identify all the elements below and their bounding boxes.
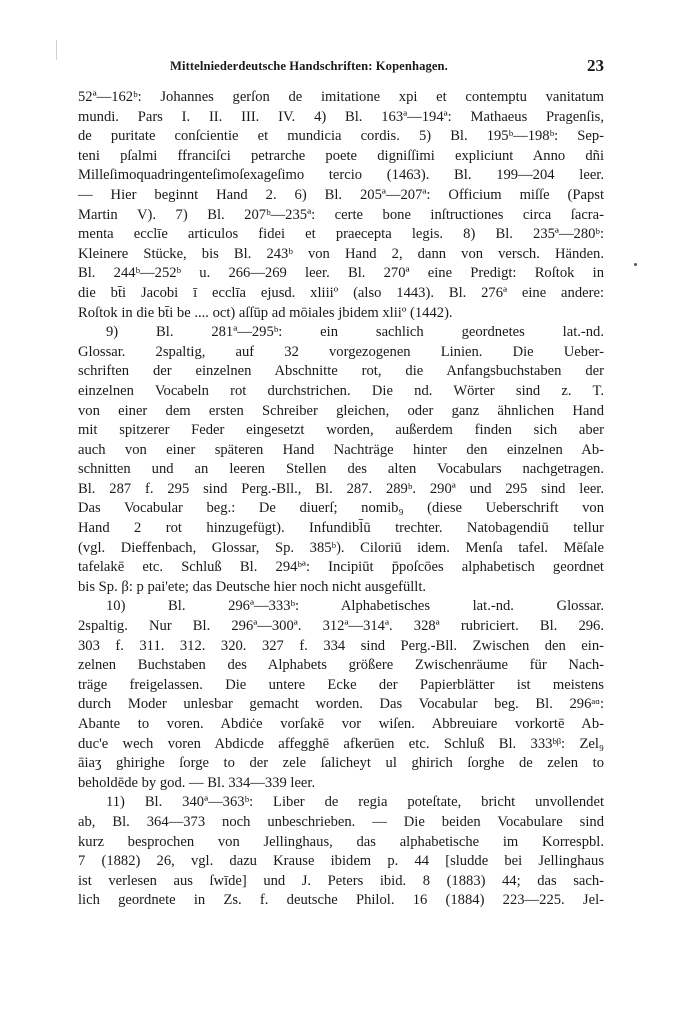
scan-edge-mark	[56, 40, 57, 60]
text-line: beholdēde by god. — Bl. 334—339 leer.	[78, 774, 316, 791]
text-line: (vgl. Dieffenbach, Glossar, Sp. 385ᵇ). Ciloriū idem. Menſa tafel. Mēſale	[78, 539, 604, 556]
text-line: kurz besprochen von Jellinghaus, das alphabetische im Korrespbl.	[78, 833, 604, 850]
paragraph-2	[78, 323, 604, 597]
paragraph-1	[78, 88, 604, 323]
text-line: 52ª—162ᵇ: Johannes gerſon de imitatione xpi et contemptu vanitatum	[78, 89, 604, 105]
paragraph-3	[78, 597, 604, 793]
text-line: einzelnen Vocabeln rot durchstrichen. Die nd. Wörter sind z. T.	[78, 382, 604, 399]
text-line: teni pſalmi ffranciſci petrarche poete digniſſimi expliciunt Anno dñi	[78, 147, 604, 164]
body-text	[78, 88, 604, 911]
text-line: tafelakē etc. Schluß Bl. 294ᵇª: Incipiūt p̄poſcōes alphabetisch geordnet	[78, 559, 604, 576]
text-line: die bt̄i Jacobi ī ecclīa ejusd. xliiiº (also 1443). Bl. 276ª eine andere:	[78, 284, 604, 301]
ink-speck	[634, 263, 637, 266]
text-line: Das Vocabular beg.: De diuerſ; nomib₉ (diese Ueberschrift von	[78, 500, 604, 517]
text-line: menta ecclīe articulos fidei et praecepta legis. 8) Bl. 235ª—280ᵇ:	[78, 226, 604, 243]
text-line: durch Moder unlesbar gemacht worden. Das Vocabular beg. Bl. 296ᵃᵅ:	[78, 696, 604, 713]
text-line: Roſtok in die bt̄i be .... oct) aſſūp ad mōiales jbidem xliiº (1442).	[78, 304, 453, 321]
text-line: ab, Bl. 364—373 noch unbeschrieben. — Die beiden Vocabulare sind	[78, 813, 604, 830]
book-page	[78, 56, 604, 911]
text-line: de puritate conſcientie et mundicia cordis. 5) Bl. 195ᵇ—198ᵇ: Sep-	[78, 128, 604, 145]
text-line: — Hier beginnt Hand 2. 6) Bl. 205ª—207ª: Officium miſſe (Papst	[78, 186, 604, 203]
text-line: mundi. Pars I. II. III. IV. 4) Bl. 163ª—194ª: Mathaeus Pragenſis,	[78, 108, 604, 125]
running-title: Mittelniederdeutsche Handschriften: Kopenhagen.	[170, 59, 448, 73]
text-line: Glossar. 2spaltig, auf 32 vorgezogenen Linien. Die Ueber-	[78, 343, 604, 360]
text-line: bis Sp. β: p pai'ete; das Deutsche hier noch nicht ausgefüllt.	[78, 578, 427, 595]
text-line: von einer dem ersten Schreiber gleichen, oder ganz ähnlichen Hand	[78, 402, 604, 419]
text-line: 10) Bl. 296ª—333ᵇ: Alphabetisches lat.-nd. Glossar.	[106, 598, 604, 615]
text-line: 303 f. 311. 312. 320. 327 f. 334 sind Perg.-Bll. Zwischen den ein-	[78, 637, 604, 654]
text-line: Milleſimoquadringenteſimoſexageſimo tercio (1463). Bl. 199—204 leer.	[78, 167, 604, 184]
text-line: schnitten und an leeren Stellen des alten Vocabulars nachgetragen.	[78, 461, 604, 478]
text-line: Kleinere Stücke, bis Bl. 243ᵇ von Hand 2, dann von versch. Händen.	[78, 245, 604, 262]
text-line: Bl. 287 f. 295 sind Perg.-Bll., Bl. 287. 289ᵇ. 290ª und 295 sind leer.	[78, 480, 604, 497]
text-line: 2spaltig. Nur Bl. 296ª—300ª. 312ª—314ª. 328ª rubriciert. Bl. 296.	[78, 618, 604, 635]
text-line: 7 (1882) 26, vgl. dazu Krause ibidem p. 44 [sludde bei Jellinghaus	[78, 853, 604, 870]
page-header	[78, 56, 604, 80]
text-line: lich geordnete in Zs. f. deutsche Philol. 16 (1884) 223—225. Jel-	[78, 892, 604, 909]
text-line: 11) Bl. 340ª—363ᵇ: Liber de regia poteſtate, bricht unvollendet	[106, 794, 604, 811]
text-line: duc'e wech voren Abdicde affegghē afkerūen etc. Schluß Bl. 333ᵇᵝ: Zel₉	[78, 735, 604, 752]
paragraph-4	[78, 793, 604, 911]
text-line: ist verlesen aus ſwīde] und J. Peters ibid. 8 (1883) 44; das sach-	[78, 872, 604, 889]
text-line: schriften der einzelnen Abschnitte rot, die Anfangsbuchstaben der	[78, 363, 604, 380]
text-line: mit spitzerer Feder eingesetzt worden, außerdem finden sich aber	[78, 422, 604, 439]
text-line: āiaӡ ghirighe ſorge to der zele ſalicheyt ul ghirich ſorghe de zelen to	[78, 755, 604, 772]
text-line: zelnen Buchstaben des Alphabets größere Zwischenräume für Nach-	[78, 657, 604, 674]
text-line: auch von einer späteren Hand Nachträge hinter den einzelnen Ab-	[78, 441, 604, 458]
text-line: Abante to voren. Abdiċe vorſakē vor wiſen. Abbreuiare vorkortē Ab-	[78, 716, 604, 732]
text-line: träge freigelassen. Die untere Ecke der Papierblätter ist meistens	[78, 676, 604, 693]
text-line: Hand 2 rot hinzugefügt). Infundibl̄ū trechter. Natobagendiū tellur	[78, 520, 604, 537]
text-line: Martin V). 7) Bl. 207ᵇ—235ª: certe bone inſtructiones circa ſacra-	[78, 206, 604, 223]
page-number: 23	[587, 56, 604, 75]
text-line: 9) Bl. 281ª—295ᵇ: ein sachlich geordnetes lat.-nd.	[106, 324, 604, 341]
text-line: Bl. 244ᵇ—252ᵇ u. 266—269 leer. Bl. 270ª eine Predigt: Roſtok in	[78, 265, 604, 282]
